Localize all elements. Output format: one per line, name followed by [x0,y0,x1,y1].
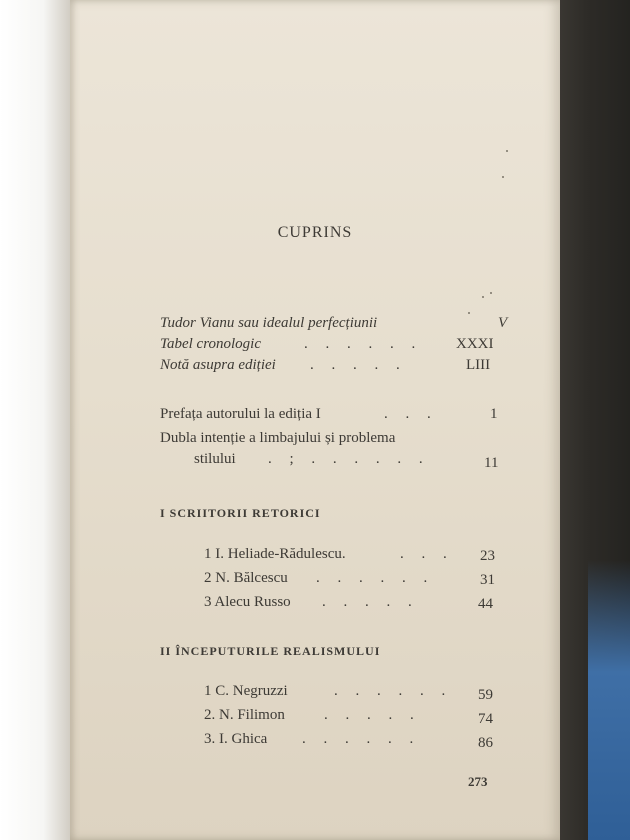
toc-entry-page: 59 [478,687,493,703]
section-heading-2: II ÎNCEPUTURILE REALISMULUI [160,644,381,658]
toc-entry-dubla-line1: Dubla intenție a limbajului și problema [160,430,396,446]
paper-speck [506,150,508,152]
toc-entry-dubla-line2: stilului [194,451,236,467]
page-title: CUPRINS [277,224,353,241]
toc-item-filimon: 2. N. Filimon [204,707,285,723]
toc-entry-page: 74 [478,711,493,727]
toc-entry-title: Notă asupra ediției [160,357,276,373]
toc-leader: . . . [384,406,438,422]
toc-entry-page: XXXI [456,336,494,352]
toc-item-heliade: 1 I. Heliade-Rădulescu. [204,546,346,562]
toc-entry-page: 23 [480,548,495,564]
book-page [70,0,560,840]
toc-item-ghica: 3. I. Ghica [204,731,268,747]
background-object [588,560,630,840]
toc-entry-intro-2 [160,336,261,353]
toc-leader: . . . . . [310,357,407,373]
toc-entry-page: 31 [480,572,495,588]
toc-entry-page: 44 [478,596,493,612]
toc-entry-title: Prefața autorului la ediția I [160,406,321,422]
page-number: 273 [468,774,488,789]
toc-leader: . . . . . . [316,570,435,586]
toc-entry-page: LIII [466,357,491,373]
toc-item-negruzzi: 1 C. Negruzzi [204,683,288,699]
toc-leader: . . . . . . [302,731,421,747]
toc-leader: . . . . . . [334,683,453,699]
toc-leader: . . . . . . [304,336,423,352]
toc-leader: . . . . . [322,594,419,610]
paper-speck [502,176,504,178]
paper-speck [468,312,470,314]
toc-leader: . . . . . [324,707,421,723]
toc-entry-page: 86 [478,735,493,751]
toc-entry-preface [160,406,321,423]
toc-item-russo: 3 Alecu Russo [204,594,291,610]
toc-entry-title: Tudor Vianu sau idealul perfecțiunii [160,315,378,331]
paper-speck [482,296,484,298]
toc-leader: . . . [400,546,454,562]
toc-entry-title: Tabel cronologic [160,336,261,352]
toc-entry-page: V [498,315,508,331]
toc-entry-intro-1 [160,315,377,332]
background-left [0,0,72,840]
toc-entry-intro-3 [160,357,276,374]
toc-item-balcescu: 2 N. Bălcescu [204,570,288,586]
toc-entry-page: 11 [484,455,499,471]
section-heading-1: I SCRIITORII RETORICI [160,506,321,520]
toc-leader: . ; . . . . . . [268,451,430,467]
paper-speck [490,292,492,294]
toc-entry-page: 1 [490,406,498,422]
